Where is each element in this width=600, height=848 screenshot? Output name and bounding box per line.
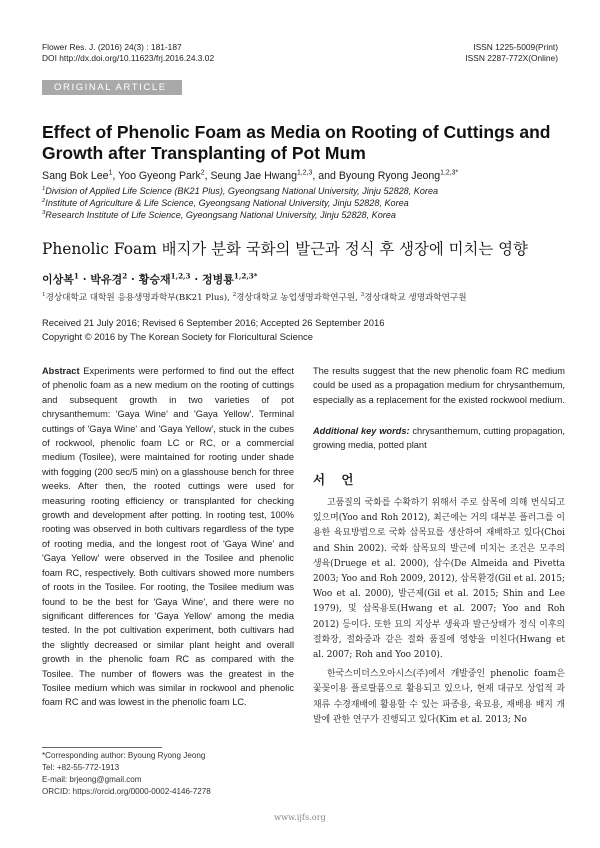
korean-author-name-sup: 1,2,3	[170, 271, 191, 281]
author-name: Seung Jae Hwang	[210, 170, 298, 182]
corresponding-orcid[interactable]: ORCID: https://orcid.org/0000-0002-4146-7278	[42, 787, 211, 796]
correspondence-info	[42, 750, 211, 798]
korean-author-name-sup: 1,2,3*	[233, 271, 258, 281]
korean-author-name: 정병룡	[202, 273, 234, 286]
author-separator: , and	[312, 170, 339, 182]
affiliation-2: $^2$Institute of Agriculture & Life Science, Gyeongsang National University, Jinju 52828, Korea	[42, 197, 409, 208]
journal-website[interactable]: www.ijfs.org	[274, 812, 326, 822]
abstract-label: Abstract	[42, 366, 80, 376]
author-separator: ,	[204, 170, 211, 182]
korean-author-name: 이상복	[42, 273, 74, 286]
author-name: Byoung Ryong Jeong	[338, 170, 441, 182]
journal-citation: Flower Res. J. (2016) 24(3) : 181-187	[42, 42, 182, 52]
issn-online: ISSN 2287-772X(Online)	[465, 53, 558, 63]
korean-author-name-sup: 2	[122, 271, 128, 281]
keywords	[313, 424, 565, 453]
corresponding-author: *Corresponding author: Byoung Ryong Jeong	[42, 751, 206, 760]
section-heading-introduction: 서 언	[313, 472, 360, 487]
author-list	[42, 169, 562, 183]
author-name-sup: 2	[200, 169, 205, 177]
author-name-sup: 1,2,3*	[440, 169, 459, 177]
intro-paragraph: 한국스미더스오아시스(주)에서 개발중인 phenolic foam은 꽃꽂이용 플로랄폼으로 활용되고 있으나, 현재 대규모 상업적 과채류 수경재배에 활용할 수 있는 파종용, 육묘용, 재배용 배지 개발에 관한 연구가 진행되고 있다(Kim et al. 2013; No	[313, 669, 565, 725]
paper-title: Effect of Phenolic Foam as Media on Rooting of Cuttings and Growth after Transplanting of Pot Mum	[42, 122, 551, 163]
publication-history	[42, 316, 384, 344]
abstract	[42, 364, 294, 710]
author-name-sup: 1,2,3	[297, 169, 313, 177]
korean-author-list	[42, 271, 258, 287]
introduction-body	[313, 496, 565, 728]
copyright-line: Copyright © 2016 by The Korean Society for Floricultural Science	[42, 331, 313, 342]
korean-affiliations: $^1$경상대학교 대학원 응용생명과학부(BK21 Plus), $^2$경상대학교 농업생명과학연구원, $^3$경상대학교 생명과학연구원	[42, 292, 467, 303]
korean-author-name: 황승재	[138, 273, 171, 286]
korean-author-name: 박유경	[90, 273, 123, 286]
keywords-text: chrysanthemum, cutting propagation, growing media, potted plant	[313, 426, 565, 451]
article-type-badge: ORIGINAL ARTICLE	[42, 80, 182, 95]
korean-title: Phenolic Foam 배지가 분화 국화의 발근과 정식 후 생장에 미치는 영향	[42, 240, 528, 258]
author-separator: ·	[127, 273, 139, 286]
author-separator: ·	[190, 273, 202, 286]
author-name: Sang Bok Lee	[42, 170, 109, 182]
received-dates: Received 21 July 2016; Revised 6 September 2016; Accepted 26 September 2016	[42, 317, 385, 328]
corresponding-tel: Tel: +82-55-772-1913	[42, 763, 120, 772]
author-name: Yoo Gyeong Park	[118, 170, 201, 182]
abstract-text: Experiments were performed to find out the effect of phenolic foam as a new medium on the rooting of cuttings and subsequent growth in two varieties of pot chrysanthemum: 'Gaya Wine' and 'Gaya Yellow'. Terminal cuttings of 'Gaya Wine' and 'Gaya Yellow', stuck in the cubes of rockwool, phenolic foam LC or RC, or a commercial medium (Tosilee), were maintained for rooting under shade with fogging (200 sec/5 min) on a glasshouse bench for three weeks. After then, the rooted cuttings were used for measuring rooting efficiency or transplanted for checking growth and development after potting. In rooting test, 100% rooting was observed in both cultivars regardless of the type of rooting media, and the longest root of 'Gaya Wine' and 'Gaya Yellow' were observed in the Tosilee and phenolic foam RC, respectively. Both cultivars showed more numbers of roots in the Tosilee. For rooting, the Tosilee medium was found to be the best for 'Gaya Wine', and there were no significant differences for 'Gaya Yellow' among the media tested. In the pot cultivation experiment, both cultivars had the slightly decreased or similar plant height and overall growth in the phenolic foam RC as compared with the Tosilee. The number of flowers was the greatest in the Tosilee medium which was similar in rockwool and phenolic foam RC and was lowest in the phenolic foam LC.	[42, 366, 294, 708]
author-name-sup: 1	[108, 169, 113, 177]
intro-paragraph: 고품질의 국화를 수확하기 위해서 주로 삽목에 의해 번식되고 있으며(Yoo and Roh 2012), 최근에는 거의 대부분 플러그를 이용한 육묘방법으로 국화 삽목묘를 생산하여 재배하고 있다(Choi and Shin 2002). 국화 삽목묘의 발근에 미치는 조건은 모주의 생육(Druege et al. 2000), 삽수(De Almeida and Pivetta 2003; Yoo and Roh 2009, 2012), 삽목환경(Gil et al. 2015; Woo et al. 2000), 발근제(Gil et al. 2015; Shin and Lee 1979), 및 삽목용토(Hwang et al. 2007; Yoo and Roh 2012) 등이다. 또한 묘의 지상부 생육과 발근상태가 정식 이후의 절화장, 절화중과 같은 절화 품질에 영향을 미친다(Hwang et al. 2007; Roh and Yoo 2010).	[313, 498, 565, 661]
korean-author-name-sup: 1	[73, 271, 79, 281]
author-separator: ,	[112, 170, 119, 182]
doi-link[interactable]: DOI http://dx.doi.org/10.11623/frj.2016.24.3.02	[42, 53, 215, 63]
issn-print: ISSN 1225-5009(Print)	[473, 42, 558, 52]
corresponding-email[interactable]: E-mail: brjeong@gmail.com	[42, 775, 142, 784]
affiliation-1: $^1$Division of Applied Life Science (BK21 Plus), Gyeongsang National University, Jinju 52828, Korea	[42, 185, 439, 196]
affiliation-3: $^3$Research Institute of Life Science, Gyeongsang National University, Jinju 52828, Korea	[42, 209, 396, 220]
footnote-divider	[42, 747, 162, 748]
author-separator: ·	[78, 273, 91, 286]
keywords-label: Additional key words:	[313, 426, 410, 436]
abstract-continued: The results suggest that the new phenolic foam RC medium could be used as a propagation medium for chrysanthemum, especially as a replacement for the existed rockwool medium.	[313, 366, 565, 405]
